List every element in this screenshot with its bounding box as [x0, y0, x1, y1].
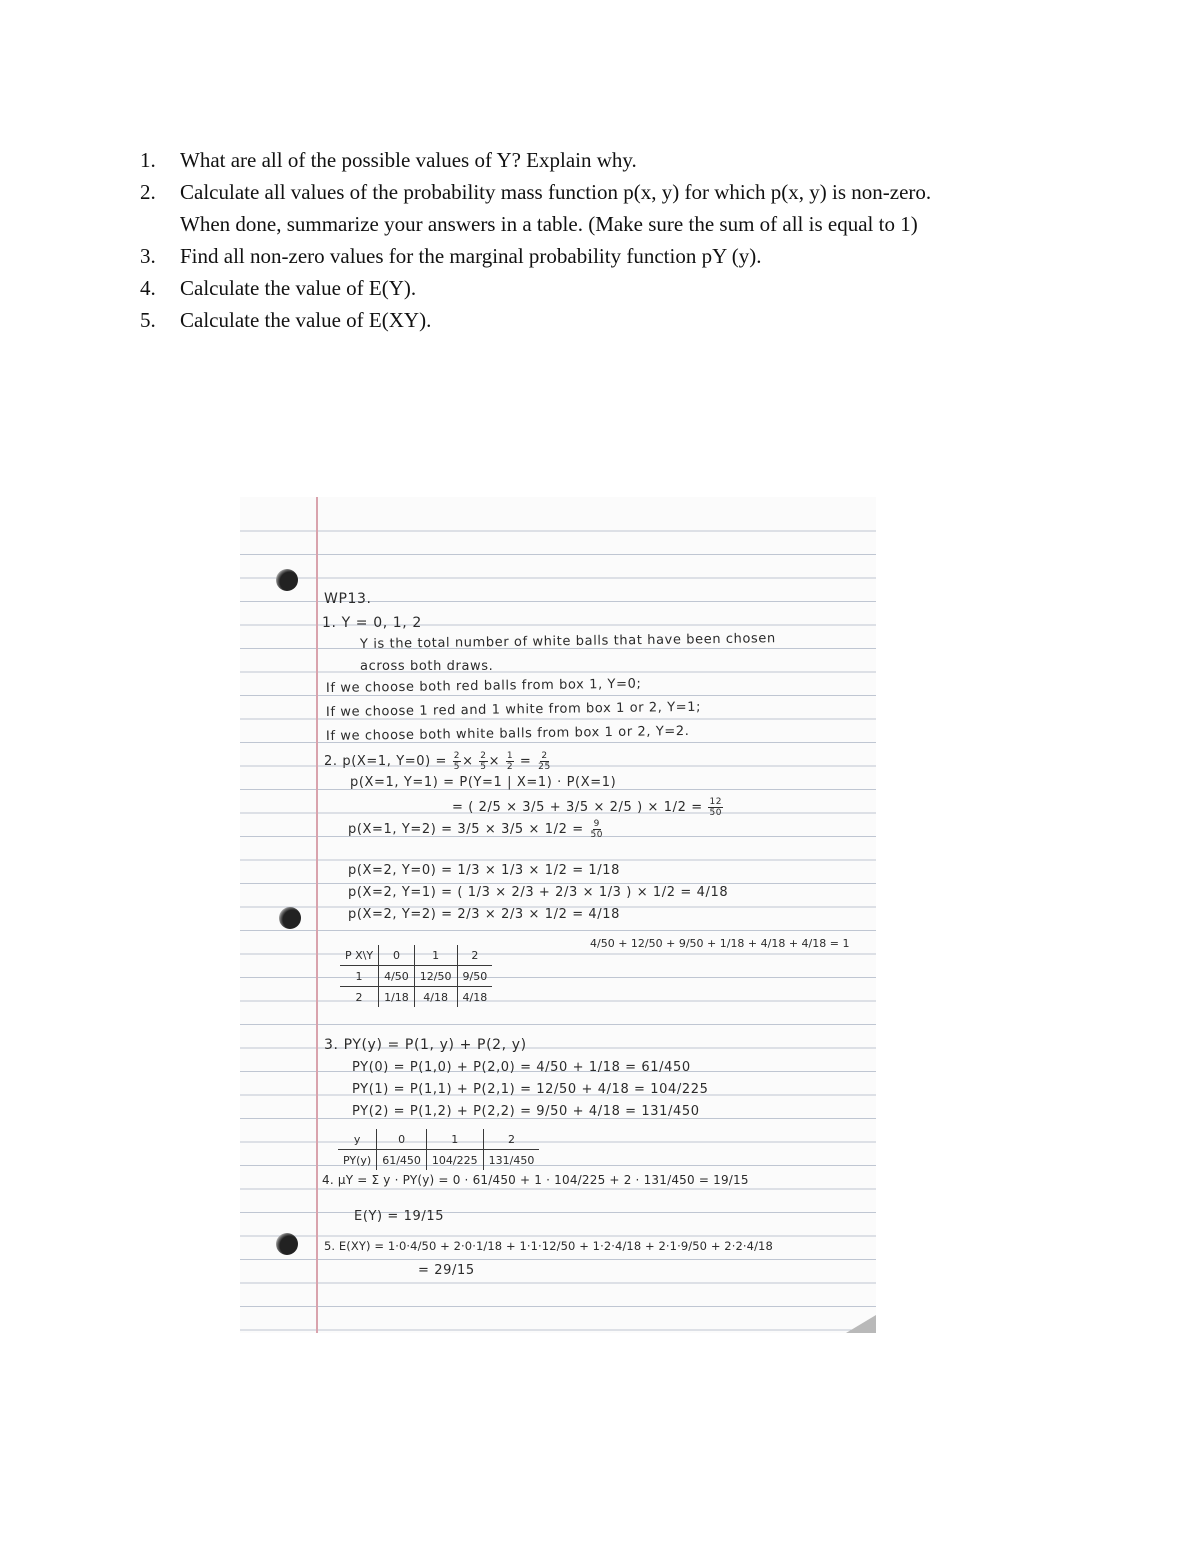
answer-1-explanation-cont: across both draws. [360, 659, 494, 674]
scanned-notebook-page [240, 497, 876, 1333]
case-y2: If we choose both white balls from box 1 or 2, Y=2. [325, 723, 690, 744]
question-1 [140, 144, 1100, 176]
question-number: 1. [140, 148, 156, 172]
table-cell: P X\Y [340, 945, 379, 966]
p-x2-y0: p(X=2, Y=0) = 1/3 × 1/3 × 1/2 = 1/18 [348, 863, 621, 878]
table-cell: 104/225 [426, 1150, 483, 1171]
page-corner-fold [846, 1315, 876, 1333]
binder-hole-icon [276, 569, 298, 591]
table-cell: 4/18 [457, 987, 492, 1008]
answer-5-result: = 29/15 [418, 1263, 475, 1278]
table-cell: 2 [340, 987, 379, 1008]
table-cell: 4/18 [414, 987, 457, 1008]
table-cell: 0 [379, 945, 415, 966]
question-text-continued: When done, summarize your answers in a table. (Make sure the sum of all is equal to 1) [180, 212, 918, 236]
table-cell: 2 [483, 1129, 539, 1150]
question-2 [140, 176, 1100, 240]
p-x1-y1: p(X=1, Y=1) = P(Y=1 | X=1) · P(X=1) [350, 775, 617, 790]
answer-1-explanation: Y is the total number of white balls that have been chosen [359, 631, 776, 652]
answer-1-values: 1. Y = 0, 1, 2 [322, 615, 422, 631]
question-3 [140, 240, 1100, 272]
answer-5-expectation: 5. E(XY) = 1·0·4/50 + 2·0·1/18 + 1·1·12/50 + 1·2·4/18 + 2·1·9/50 + 2·2·4/18 [324, 1239, 773, 1253]
table-header-row [338, 1129, 539, 1150]
table-row [340, 987, 492, 1008]
margin-line [316, 497, 318, 1333]
table-cell: PY(y) [338, 1150, 377, 1171]
table-header-row [340, 945, 492, 966]
table-cell: 1/18 [379, 987, 415, 1008]
table-cell: 0 [377, 1129, 427, 1150]
question-list [140, 144, 1100, 336]
table-cell: 9/50 [457, 966, 492, 987]
question-text: Find all non-zero values for the marginal probability function pY (y). [180, 244, 762, 268]
question-5 [140, 304, 1100, 336]
question-4 [140, 272, 1100, 304]
question-number: 5. [140, 308, 156, 332]
question-number: 4. [140, 276, 156, 300]
case-y1: If we choose 1 red and 1 white from box 1 or 2, Y=1; [325, 699, 702, 720]
table-cell: 12/50 [414, 966, 457, 987]
table-cell: 1 [340, 966, 379, 987]
p-x1-y1-expansion: = ( 2/5 × 3/5 + 3/5 × 2/5 ) × 1/2 = $\frac{12}{50}$ [452, 797, 723, 818]
table-cell: 61/450 [377, 1150, 427, 1171]
notes-title: WP13. [324, 591, 372, 607]
answer-4-result: E(Y) = 19/15 [354, 1209, 445, 1224]
question-text: What are all of the possible values of Y? Explain why. [180, 148, 637, 172]
p-x1-y0: 2. p(X=1, Y=0) = $\frac{2}{5}$ × $\frac{2}{5}$ × $\frac{1}{2}$ = $\frac{2}{25}$ [324, 751, 551, 772]
p-x2-y2: p(X=2, Y=2) = 2/3 × 2/3 × 1/2 = 4/18 [348, 907, 621, 922]
table-cell: 1 [426, 1129, 483, 1150]
binder-hole-icon [276, 1233, 298, 1255]
marginal-pmf-table [338, 1129, 539, 1170]
question-text: Calculate the value of E(XY). [180, 308, 432, 332]
table-cell: 1 [414, 945, 457, 966]
answer-4-expectation: 4. μY = Σ y · PY(y) = 0 · 61/450 + 1 · 104/225 + 2 · 131/450 = 19/15 [322, 1173, 749, 1187]
table-cell: 131/450 [483, 1150, 539, 1171]
question-text: Calculate the value of E(Y). [180, 276, 417, 300]
p-x1-y2: p(X=1, Y=2) = 3/5 × 3/5 × 1/2 = $\frac{9}{50}$ [348, 819, 604, 840]
case-y0: If we choose both red balls from box 1, Y=0; [325, 676, 642, 696]
table-cell: 4/50 [379, 966, 415, 987]
py-0: PY(0) = P(1,0) + P(2,0) = 4/50 + 1/18 = 61/450 [352, 1060, 691, 1075]
table-row [340, 966, 492, 987]
answer-3-formula: 3. PY(y) = P(1, y) + P(2, y) [324, 1037, 527, 1053]
question-number: 3. [140, 244, 156, 268]
joint-pmf-table [340, 945, 492, 1007]
binder-hole-icon [279, 907, 301, 929]
py-2: PY(2) = P(1,2) + P(2,2) = 9/50 + 4/18 = 131/450 [352, 1104, 700, 1119]
py-1: PY(1) = P(1,1) + P(2,1) = 12/50 + 4/18 = 104/225 [352, 1082, 709, 1097]
question-text: Calculate all values of the probability mass function p(x, y) for which p(x, y) is non-zero. [180, 180, 932, 204]
table-cell: 2 [457, 945, 492, 966]
table-cell: y [338, 1129, 377, 1150]
p-x2-y1: p(X=2, Y=1) = ( 1/3 × 2/3 + 2/3 × 1/3 ) × 1/2 = 4/18 [348, 885, 729, 900]
question-number: 2. [140, 180, 156, 204]
probability-sum-check: 4/50 + 12/50 + 9/50 + 1/18 + 4/18 + 4/18 = 1 [590, 937, 850, 950]
table-row [338, 1150, 539, 1171]
